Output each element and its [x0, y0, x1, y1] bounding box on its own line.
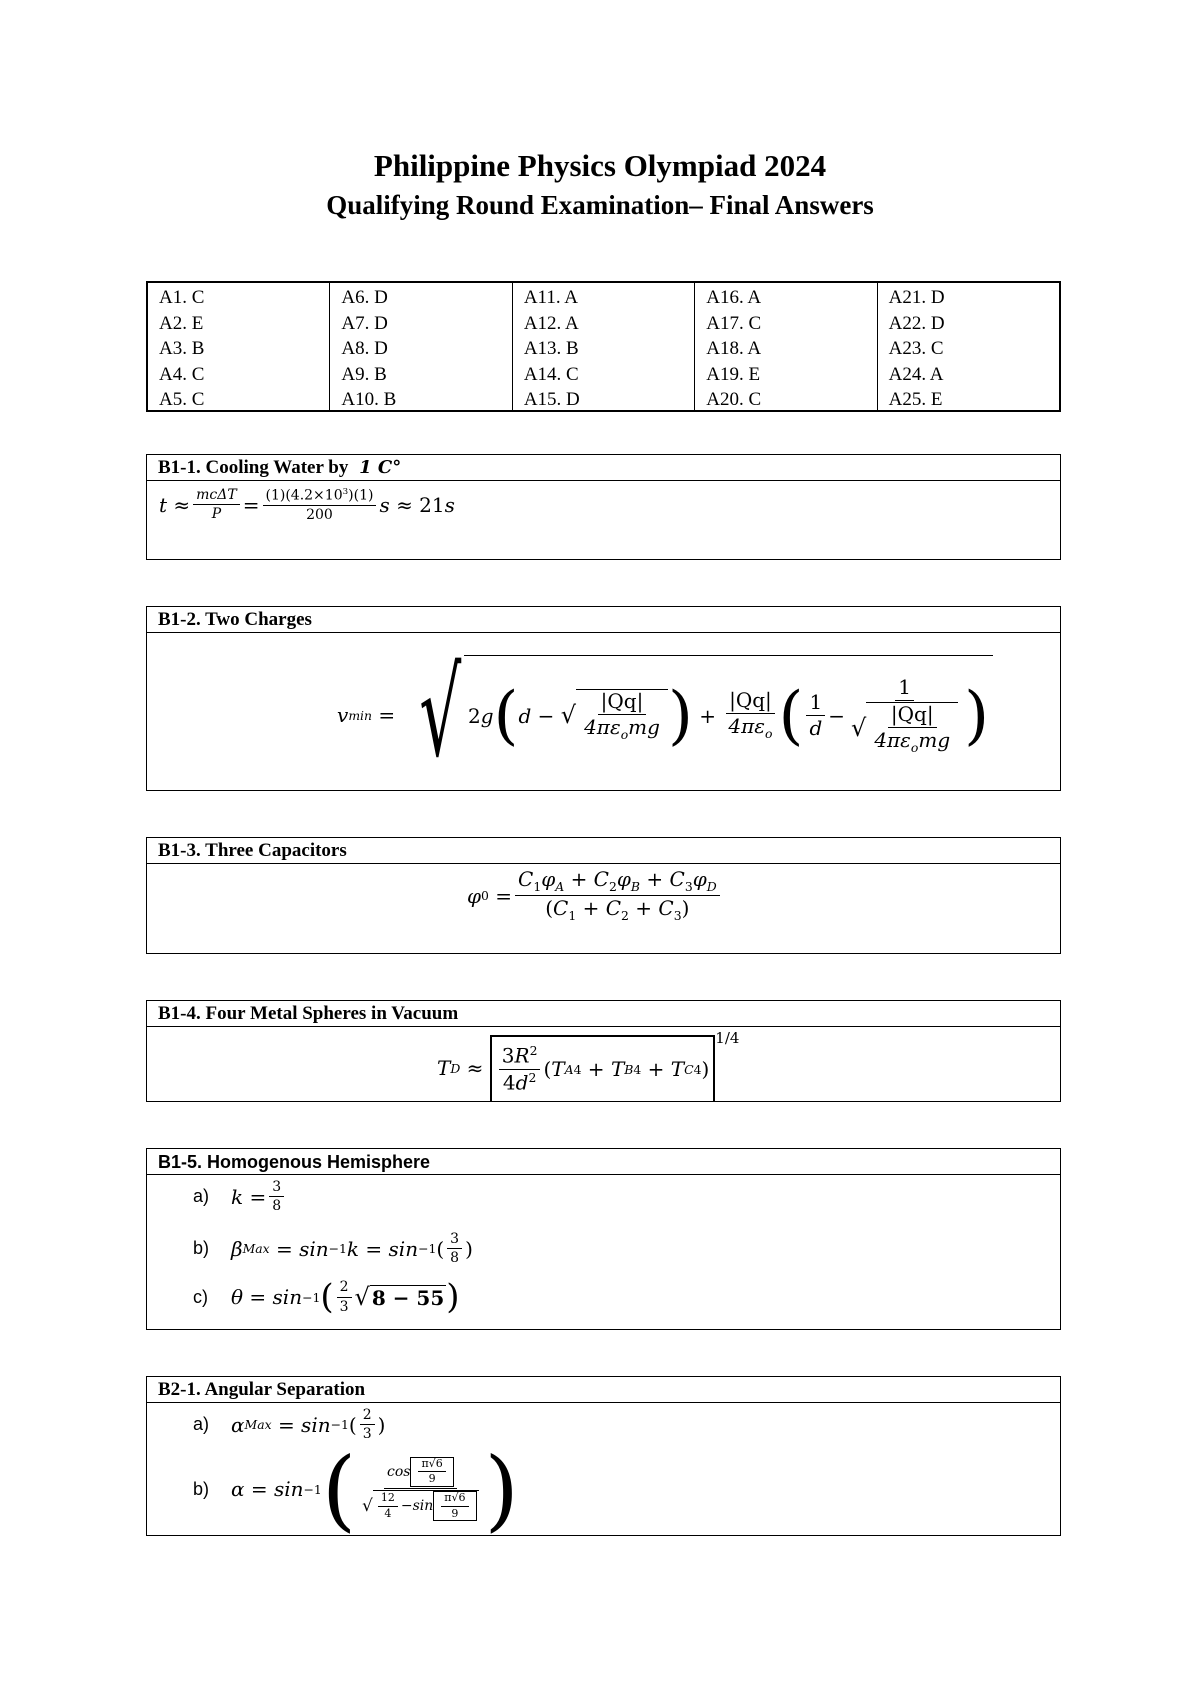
section-b1-4	[146, 1000, 1061, 1102]
answer-item: A8. D	[341, 338, 388, 359]
answer-item: A4. C	[159, 363, 205, 385]
formula-b: b) α = sin −1 ( cos $\frac{\pi√6}{9}$ √ $\frac{12}{4}$ − sin $\frac{\pi√6}{9}$ )	[193, 1437, 519, 1541]
page-subtitle: Qualifying Round Examination– Final Answers	[326, 190, 874, 220]
answer-item: A18. A	[706, 338, 762, 359]
section-b1-2	[146, 606, 1061, 791]
answer-item: A5. C	[159, 389, 205, 410]
answer-item: A21. D	[888, 287, 945, 308]
answer-item: A3. B	[159, 338, 205, 359]
answer-item: A13. B	[523, 338, 579, 359]
section-heading: B1-1. Cooling Water by 1 C°	[147, 455, 1060, 481]
section-heading: B1-5. Homogenous Hemisphere	[147, 1149, 1060, 1175]
answer-column	[878, 283, 1059, 410]
heading-unit: 1 C°	[359, 457, 402, 478]
answer-item: A17. C	[706, 312, 762, 334]
answer-item: A10. B	[341, 389, 397, 410]
formula-c: c) θ = sin −1 ( $\frac{2}{3}$ √ 8 − 55 )	[193, 1277, 460, 1317]
answer-column	[695, 283, 877, 410]
answer-item: A9. B	[341, 363, 387, 385]
answer-item: A22. D	[888, 312, 945, 334]
answer-item: A6. D	[341, 287, 388, 308]
answer-item: A11. A	[523, 287, 579, 308]
section-b1-1	[146, 454, 1061, 560]
answer-item: A14. C	[523, 363, 579, 385]
answer-item: A1. C	[159, 287, 205, 308]
section-b1-3	[146, 837, 1061, 954]
answer-column	[148, 283, 330, 410]
answer-item: A25. E	[888, 389, 943, 410]
answer-item: A23. C	[888, 338, 944, 359]
answer-item: A24. A	[888, 363, 944, 385]
answer-column	[513, 283, 695, 410]
formula: T D ≈ $\frac{3R^2}{4d^2}$ ( T A 4 + T B 4 + T C 4 ) 1/4	[437, 1033, 739, 1103]
formula: v min = √ 2 g ( d − √ $\frac{|Qq|}{4\pi\varepsilon_omg}$ ) + $\frac{|Qq|}{4\pi\varepsilon_o}$ ( $\frac{1}{d}$ − 1 √ $\frac{|Qq|}{4\pi\varepsilon_omg}$ )	[337, 645, 993, 785]
section-heading: B1-3. Three Capacitors	[147, 838, 1060, 864]
answer-table	[146, 281, 1061, 412]
formula-a: a) k = $\frac{3}{8}$	[193, 1179, 287, 1214]
page-title: Philippine Physics Olympiad 2024	[373, 148, 827, 183]
answer-item: A12. A	[523, 312, 579, 334]
answer-item: A2. E	[159, 312, 204, 334]
answer-item: A20. C	[706, 389, 762, 410]
answer-item: A16. A	[706, 287, 762, 308]
answer-item: A7. D	[341, 312, 388, 334]
answer-item: A15. D	[523, 389, 580, 410]
section-b2-1	[146, 1376, 1061, 1541]
formula-a: a) α Max = sin −1 ( $\frac{2}{3}$ )	[193, 1407, 386, 1443]
answer-column	[330, 283, 512, 410]
section-heading: B1-4. Four Metal Spheres in Vacuum	[147, 1001, 1060, 1027]
answer-item: A19. E	[706, 363, 761, 385]
section-heading: B1-2. Two Charges	[147, 607, 1060, 633]
formula-b: b) β Max = sin −1 k = sin −1 ( $\frac{3}{8}$ )	[193, 1231, 473, 1267]
section-heading: B2-1. Angular Separation	[147, 1377, 1060, 1403]
section-b1-5	[146, 1148, 1061, 1330]
formula: φ 0 = $\frac{C_1\varphi_A + C_2\varphi_B + C_3\varphi_D}{(C_1 + C_2 + C_3)}$	[467, 868, 723, 924]
formula: t ≈ $\frac{\text{mcΔT}}{P}$ = $\frac{(1)(4.2\times 10^3)(1)}{200}$ s ≈ 21 s	[159, 487, 455, 523]
